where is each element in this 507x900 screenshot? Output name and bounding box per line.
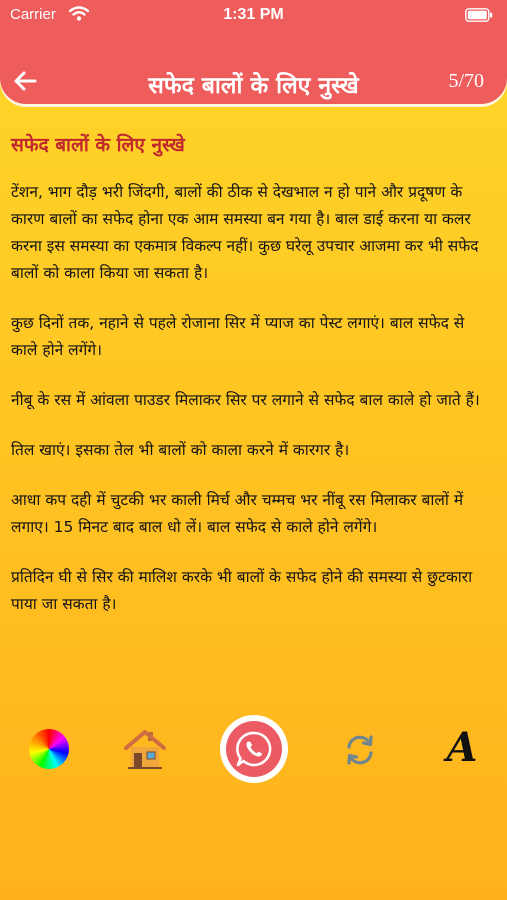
refresh-icon[interactable]	[342, 732, 378, 768]
font-icon[interactable]: A	[446, 723, 478, 771]
status-time: 1:31 PM	[223, 6, 284, 23]
page-title: सफेद बालों के लिए नुस्खे	[148, 73, 359, 99]
color-wheel-icon[interactable]	[29, 729, 69, 769]
article-paragraph: नीबू के रस में आंवला पाउडर मिलाकर सिर पर लगाने से सफेद बाल काले हो जाते हैं।	[11, 391, 480, 409]
battery-icon	[465, 7, 493, 26]
bottom-toolbar	[0, 712, 507, 788]
status-bar	[0, 0, 507, 30]
header-bar	[0, 0, 507, 104]
article-paragraph: प्रतिदिन घी से सिर की मालिश करके भी बालों के सफेद होने की समस्या से छुटकारा पाया जा सकता है।	[11, 568, 473, 613]
carrier-label: Carrier	[10, 6, 56, 23]
whatsapp-share-button[interactable]	[220, 715, 288, 783]
article-paragraph: कुछ दिनों तक, नहाने से पहले रोजाना सिर में प्याज का पेस्ट लगाएं। बाल सफेद से काले होने लगेंगे।	[11, 314, 465, 359]
article-paragraph: तिल खाएं। इसका तेल भी बालों को काला करने में कारगर है।	[11, 441, 350, 459]
whatsapp-icon	[226, 721, 282, 777]
article-paragraph: टेंशन, भाग दौड़ भरी जिंदगी, बालों की ठीक से देखभाल न हो पाने और प्रदूषण के कारण बालों का सफेद होना एक आम समस्या बन गया है। बाल डाई करना या कलर करना इस समस्या का एकमात्र विकल्प नहीं। कुछ घरेलू उपचार आजमा कर भी सफेद बालों को काला किया जा सकता है।	[11, 183, 479, 282]
article-content	[11, 128, 495, 641]
home-icon[interactable]	[122, 726, 168, 772]
article-paragraph: आधा कप दही में चुटकी भर काली मिर्च और चम्मच भर नींबू रस मिलाकर बालों में लगाए। 15 मिनट बाद बाल धो लें। बाल सफेद से काले होने लगेंगे।	[11, 491, 464, 536]
article-heading: सफेद बालों के लिए नुस्खे	[11, 134, 185, 156]
page-counter: 5/70	[448, 70, 484, 92]
